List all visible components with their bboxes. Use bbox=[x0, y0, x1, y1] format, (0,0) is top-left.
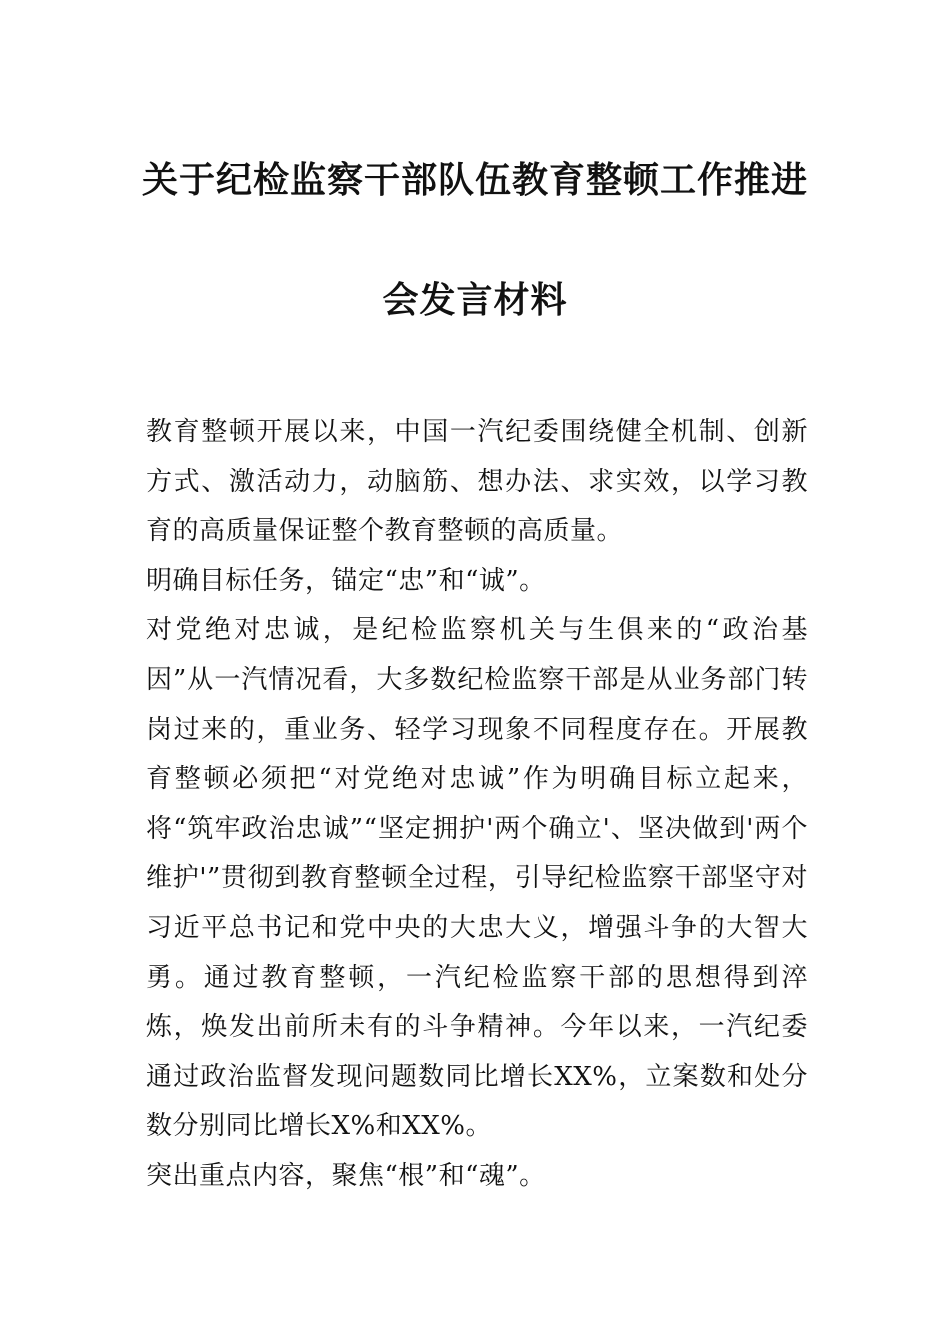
paragraph-heading-goal: 明确目标任务，锚定“忠”和“诚”。 bbox=[146, 565, 546, 596]
paragraph-heading-focus: 突出重点内容，聚焦“根”和“魂”。 bbox=[146, 1160, 546, 1191]
document-title-line-1: 关于纪检监察干部队伍教育整顿工作推进 bbox=[141, 159, 808, 201]
paragraph-loyalty: 对党绝对忠诚，是纪检监察机关与生俱来的“政治基因”从一汽情况看，大多数纪检监察干部是从业务部门转岗过来的，重业务、轻学习现象不同程度存在。开展教育整顿必须把“对党绝对忠诚”作为明确目标立起来，将“筑牢政治忠诚”“坚定拥护'两个确立'、坚决做到'两个维护'”贯彻到教育整顿全过程，引导纪检监察干部坚守对习近平总书记和党中央的大忠大义，增强斗争的大智大勇。通过教育整顿，一汽纪检监察干部的思想得到淬炼，焕发出前所未有的斗争精神。今年以来，一汽纪委通过政治监督发现问题数同比增长XX%，立案数和处分数分别同比增长X%和XX%。 bbox=[146, 615, 808, 1142]
document-title-line-2: 会发言材料 bbox=[382, 279, 568, 321]
paragraph-intro: 教育整顿开展以来，中国一汽纪委围绕健全机制、创新方式、激活动力，动脑筋、想办法、求实效，以学习教育的高质量保证整个教育整顿的高质量。 bbox=[146, 417, 808, 547]
document-body bbox=[146, 408, 808, 1202]
